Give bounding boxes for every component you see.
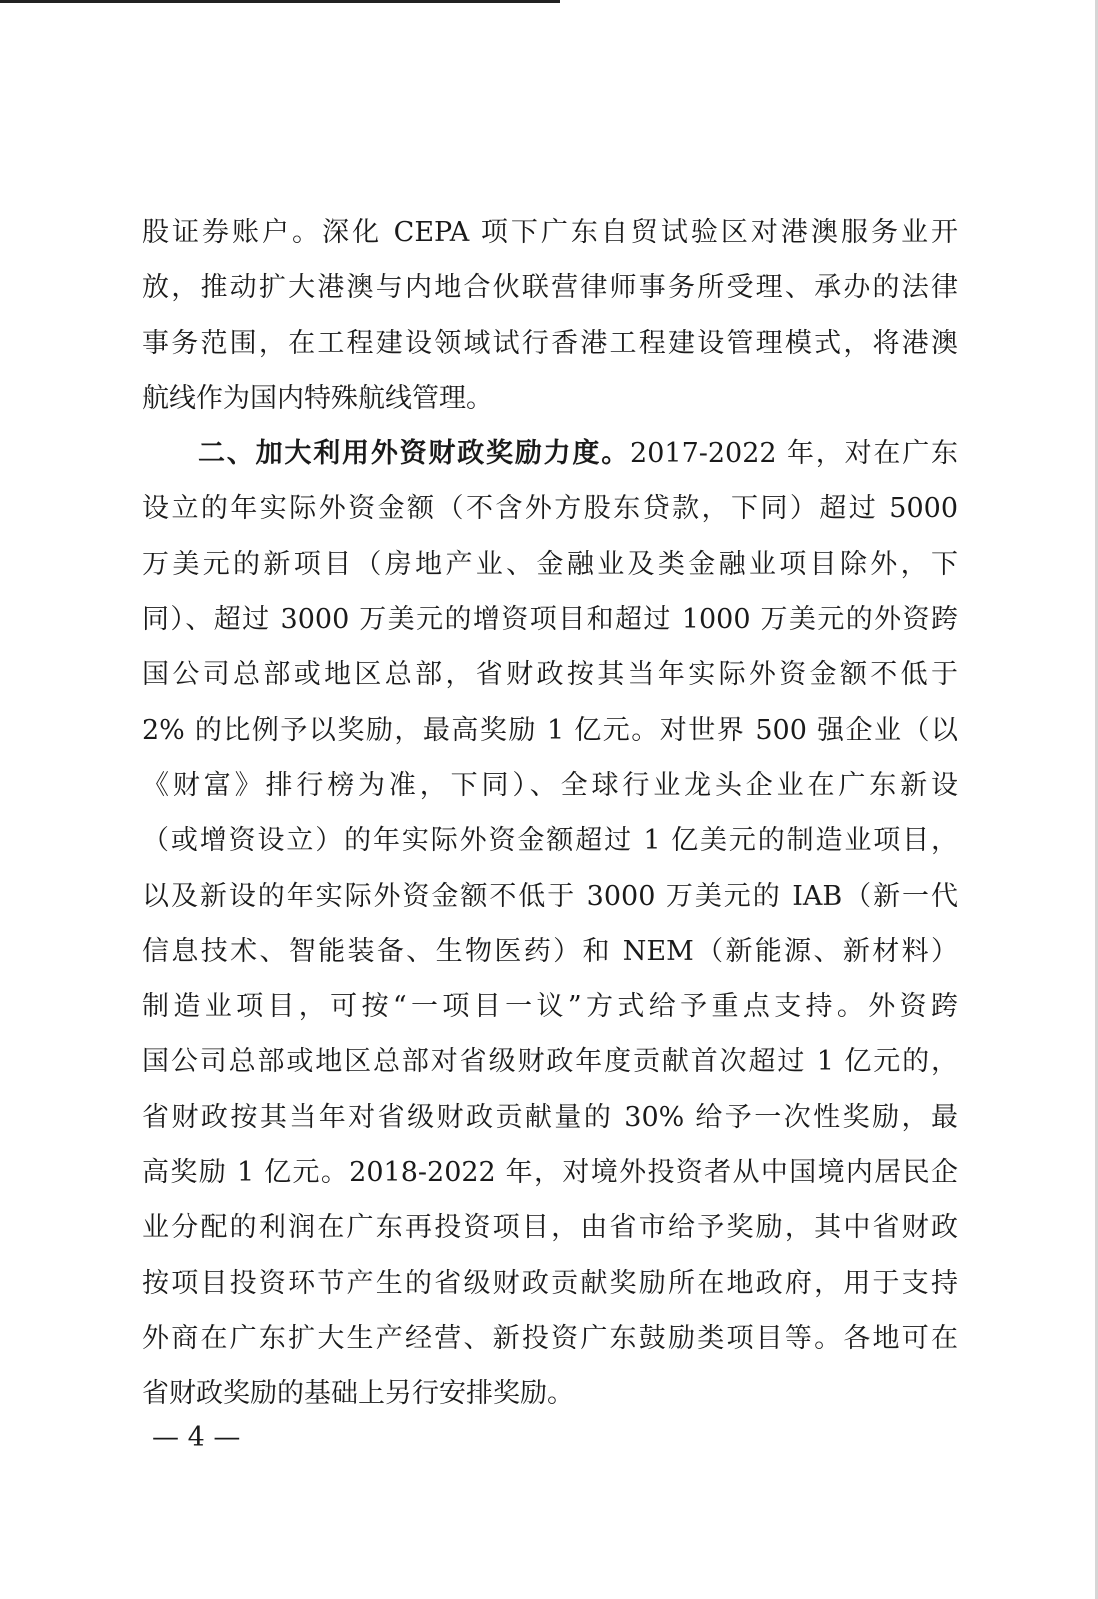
section-heading: 二、加大利用外资财政奖励力度。 — [198, 438, 631, 470]
document-body — [142, 205, 958, 1422]
text-line: 国公司总部或地区总部，省财政按其当年实际外资金额不低于 — [142, 659, 958, 691]
text-line: 国公司总部或地区总部对省级财政年度贡献首次超过 1 亿元的， — [142, 1046, 958, 1078]
text-line: 设立的年实际外资金额（不含外方股东贷款，下同）超过 5000 — [142, 493, 958, 525]
text-line: 航线作为国内特殊航线管理。 — [142, 382, 493, 414]
paragraph-1 — [142, 205, 958, 426]
page-number: — 4 — — [152, 1422, 241, 1453]
text-line: 省财政奖励的基础上另行安排奖励。 — [142, 1378, 574, 1410]
paragraph-2 — [142, 426, 958, 1421]
text-line: 省财政按其当年对省级财政贡献量的 30% 给予一次性奖励，最 — [142, 1101, 958, 1133]
text-line: 同）、超过 3000 万美元的增资项目和超过 1000 万美元的外资跨 — [142, 604, 958, 636]
text-line: 制造业项目，可按“一项目一议”方式给予重点支持。外资跨 — [142, 991, 958, 1023]
text-line: 外商在广东扩大生产经营、新投资广东鼓励类项目等。各地可在 — [142, 1322, 958, 1354]
text-line: 业分配的利润在广东再投资项目，由省市给予奖励，其中省财政 — [142, 1212, 958, 1244]
text-line: （或增资设立）的年实际外资金额超过 1 亿美元的制造业项目， — [142, 825, 958, 857]
text-line: 高奖励 1 亿元。2018-2022 年，对境外投资者从中国境内居民企 — [142, 1157, 958, 1189]
text-line: 2% 的比例予以奖励，最高奖励 1 亿元。对世界 500 强企业（以 — [142, 714, 958, 746]
text-line: 事务范围，在工程建设领域试行香港工程建设管理模式，将港澳 — [142, 327, 958, 359]
text-line: 《财富》排行榜为准，下同）、全球行业龙头企业在广东新设 — [142, 769, 958, 801]
text-line: 放，推动扩大港澳与内地合伙联营律师事务所受理、承办的法律 — [142, 272, 958, 304]
text-run: 2017-2022 年，对在广东 — [630, 438, 958, 470]
text-line: 信息技术、智能装备、生物医药）和 NEM（新能源、新材料） — [142, 935, 958, 967]
text-line: 按项目投资环节产生的省级财政贡献奖励所在地政府，用于支持 — [142, 1267, 958, 1299]
paragraph-2-first-line — [142, 426, 958, 481]
text-line: 万美元的新项目（房地产业、金融业及类金融业项目除外，下 — [142, 548, 958, 580]
text-line: 以及新设的年实际外资金额不低于 3000 万美元的 IAB（新一代 — [142, 880, 958, 912]
text-line: 股证券账户。深化 CEPA 项下广东自贸试验区对港澳服务业开 — [142, 217, 958, 248]
scan-top-edge — [0, 0, 560, 3]
